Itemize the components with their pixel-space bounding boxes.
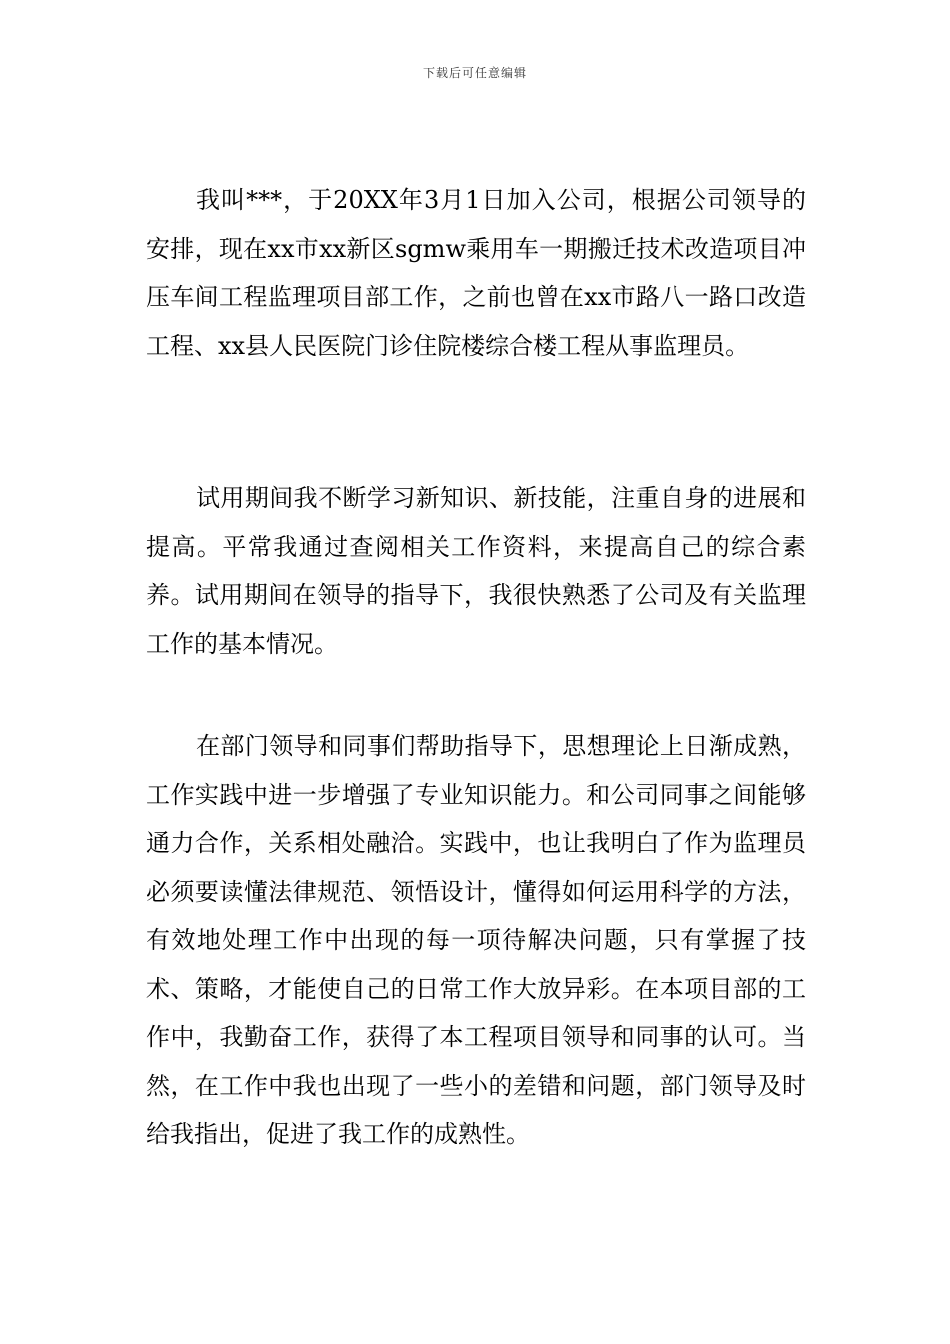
page-header: 下载后可任意编辑 [422,66,527,80]
paragraph-3: 在部门领导和同事们帮助指导下，思想理论上日渐成熟，工作实践中进一步增强了专业知识能力。和公司同事之间能够通力合作，关系相处融洽。实践中，也让我明白了作为监理员必须要读懂法律规范、领悟设计，懂得如何运用科学的方法，有效地处理工作中出现的每一项待解决问题，只有掌握了技术、策略，才能使自己的日常工作大放异彩。在本项目部的工作中，我勤奋工作，获得了本工程项目领导和同事的认可。当然，在工作中我也出现了一些小的差错和问题，部门领导及时给我指出，促进了我工作的成熟性。 [146,732,806,1148]
paragraph-2: 试用期间我不断学习新知识、新技能，注重自身的进展和提高。平常我通过查阅相关工作资料，来提高自己的综合素养。试用期间在领导的指导下，我很快熟悉了公司及有关监理工作的基本情况。 [146,484,806,658]
paragraph-1: 我叫***，于20XX年3月1日加入公司，根据公司领导的安排，现在xx市xx新区sgmw乘用车一期搬迁技术改造项目冲压车间工程监理项目部工作，之前也曾在xx市路八一路口改造工程、xx县人民医院门诊住院楼综合楼工程从事监理员。 [146,186,806,360]
